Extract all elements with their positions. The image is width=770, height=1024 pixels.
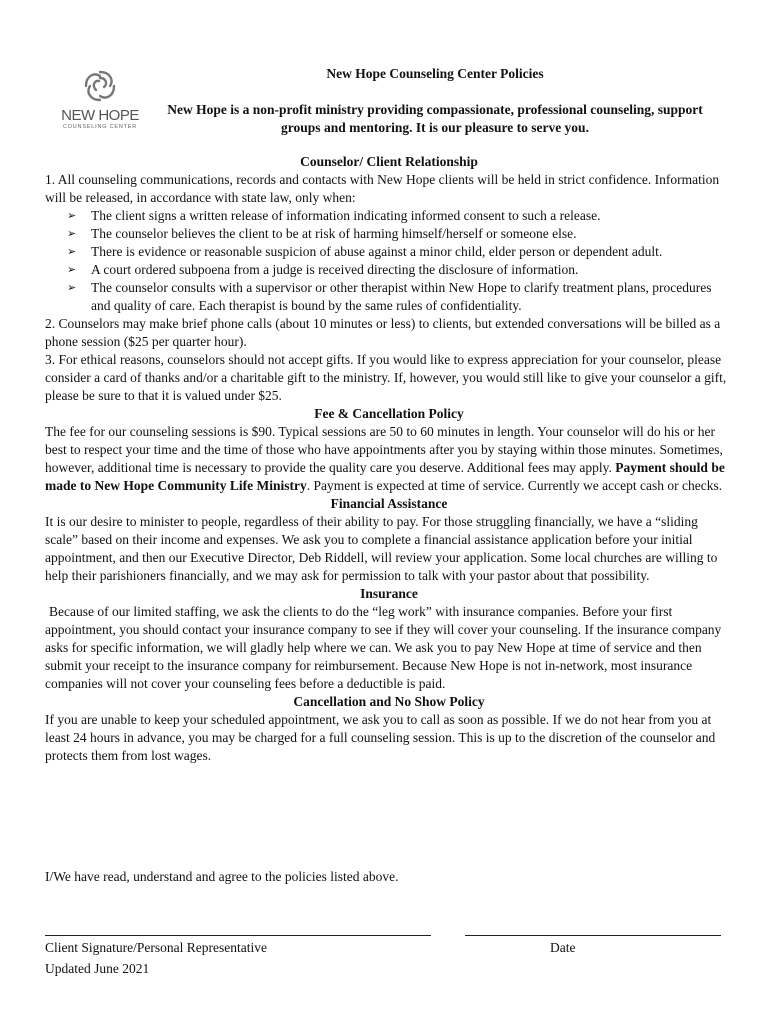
signature-label: Client Signature/Personal Representative xyxy=(45,940,267,955)
arrow-bullet-icon: ➢ xyxy=(67,264,77,276)
date-line[interactable] xyxy=(465,935,721,936)
relationship-item-3: 3. For ethical reasons, counselors should not accept gifts. If you would like to express appreciation for your counselor, please consider a card of thanks and/or a charitable gift to the ministry. If, however, you would still like to give your counselor a gift, please be sure to that it is valued under $25. xyxy=(45,352,727,403)
list-item: ➢ There is evidence or reasonable suspicion of abuse against a minor child, elder person or dependent adult. xyxy=(67,244,663,259)
section-heading-insurance: Insurance xyxy=(360,586,418,601)
agreement-statement: I/We have read, understand and agree to the policies listed above. xyxy=(45,869,399,884)
section-heading-financial: Financial Assistance xyxy=(330,496,448,511)
fee-paragraph: The fee for our counseling sessions is $90. Typical sessions are 50 to 60 minutes in length. Your counselor will do his or her best to respect your time and the time of those who have appointments after you by staying within those minutes. Sometimes, however, additional time is necessary to provide the quality care you deserve. Additional fees may apply. Payment should be made to New Hope Community Life Ministry. Payment is expected at time of service. Currently we accept cash or checks. xyxy=(45,424,725,493)
list-item: ➢ The counselor consults with a supervisor or other therapist within New Hope to clarify treatment plans, procedures and quality of care. Each therapist is bound by the same rules of confidentiality. xyxy=(67,280,712,313)
section-heading-fee: Fee & Cancellation Policy xyxy=(314,406,464,421)
arrow-bullet-icon: ➢ xyxy=(67,282,77,294)
noshow-paragraph: If you are unable to keep your scheduled appointment, we ask you to call as soon as possible. If we do not hear from you at least 24 hours in advance, you may be charged for a full counseling session. This is up to the discretion of the counselor and protects them from lost wages. xyxy=(45,712,716,763)
disclosure-conditions-list xyxy=(45,207,733,315)
relationship-item-1: 1. All counseling communications, records and contacts with New Hope clients will be held in strict confidence. Information will be released, in accordance with state law, only when: xyxy=(45,172,720,205)
logo-subtitle: COUNSELING CENTER xyxy=(62,124,138,130)
list-item: ➢ The counselor believes the client to be at risk of harming himself/herself or someone else. xyxy=(67,226,577,241)
policy-content xyxy=(45,153,733,765)
signature-line[interactable] xyxy=(45,935,431,936)
date-label: Date xyxy=(550,940,576,955)
arrow-bullet-icon: ➢ xyxy=(67,246,77,258)
document-title: New Hope Counseling Center Policies xyxy=(326,66,544,81)
financial-paragraph: It is our desire to minister to people, regardless of their ability to pay. For those struggling financially, we have a “sliding scale” based on their income and expenses. We ask you to complete a financial assistance application before your initial appointment, and then our Executive Director, Deb Riddell, will review your application. Some local churches are willing to help their parishioners financially, and we may ask for permission to talk with your pastor about that possibility. xyxy=(45,514,718,583)
intro-statement: New Hope is a non-profit ministry providing compassionate, professional counseling, support groups and mentoring. It is our pleasure to serve you. xyxy=(167,102,703,135)
section-heading-noshow: Cancellation and No Show Policy xyxy=(293,694,485,709)
arrow-bullet-icon: ➢ xyxy=(67,210,77,222)
list-item: ➢ The client signs a written release of information indicating informed consent to such a release. xyxy=(67,208,601,223)
updated-date: Updated June 2021 xyxy=(45,961,150,976)
relationship-item-2: 2. Counselors may make brief phone calls (about 10 minutes or less) to clients, but extended conversations will be billed as a phone session ($25 per quarter hour). xyxy=(45,316,721,349)
payment-instruction: Payment should be made to New Hope Community Life Ministry xyxy=(45,460,725,493)
arrow-bullet-icon: ➢ xyxy=(67,228,77,240)
insurance-paragraph: Because of our limited staffing, we ask the clients to do the “leg work” with insurance companies. Before your first appointment, you should contact your insurance company to see if they will cover your counseling. If the insurance company asks for specific information, we will gladly help where we can. We ask you to pay New Hope at time of service and then submit your receipt to the insurance company for reimbursement. Because New Hope is not in-network, most insurance companies will not cover your counseling fees before a deductible is paid. xyxy=(45,604,722,691)
logo-name: NEW HOPE xyxy=(61,107,139,124)
list-item: ➢ A court ordered subpoena from a judge is received directing the disclosure of information. xyxy=(67,262,579,277)
section-heading-relationship: Counselor/ Client Relationship xyxy=(300,154,478,169)
